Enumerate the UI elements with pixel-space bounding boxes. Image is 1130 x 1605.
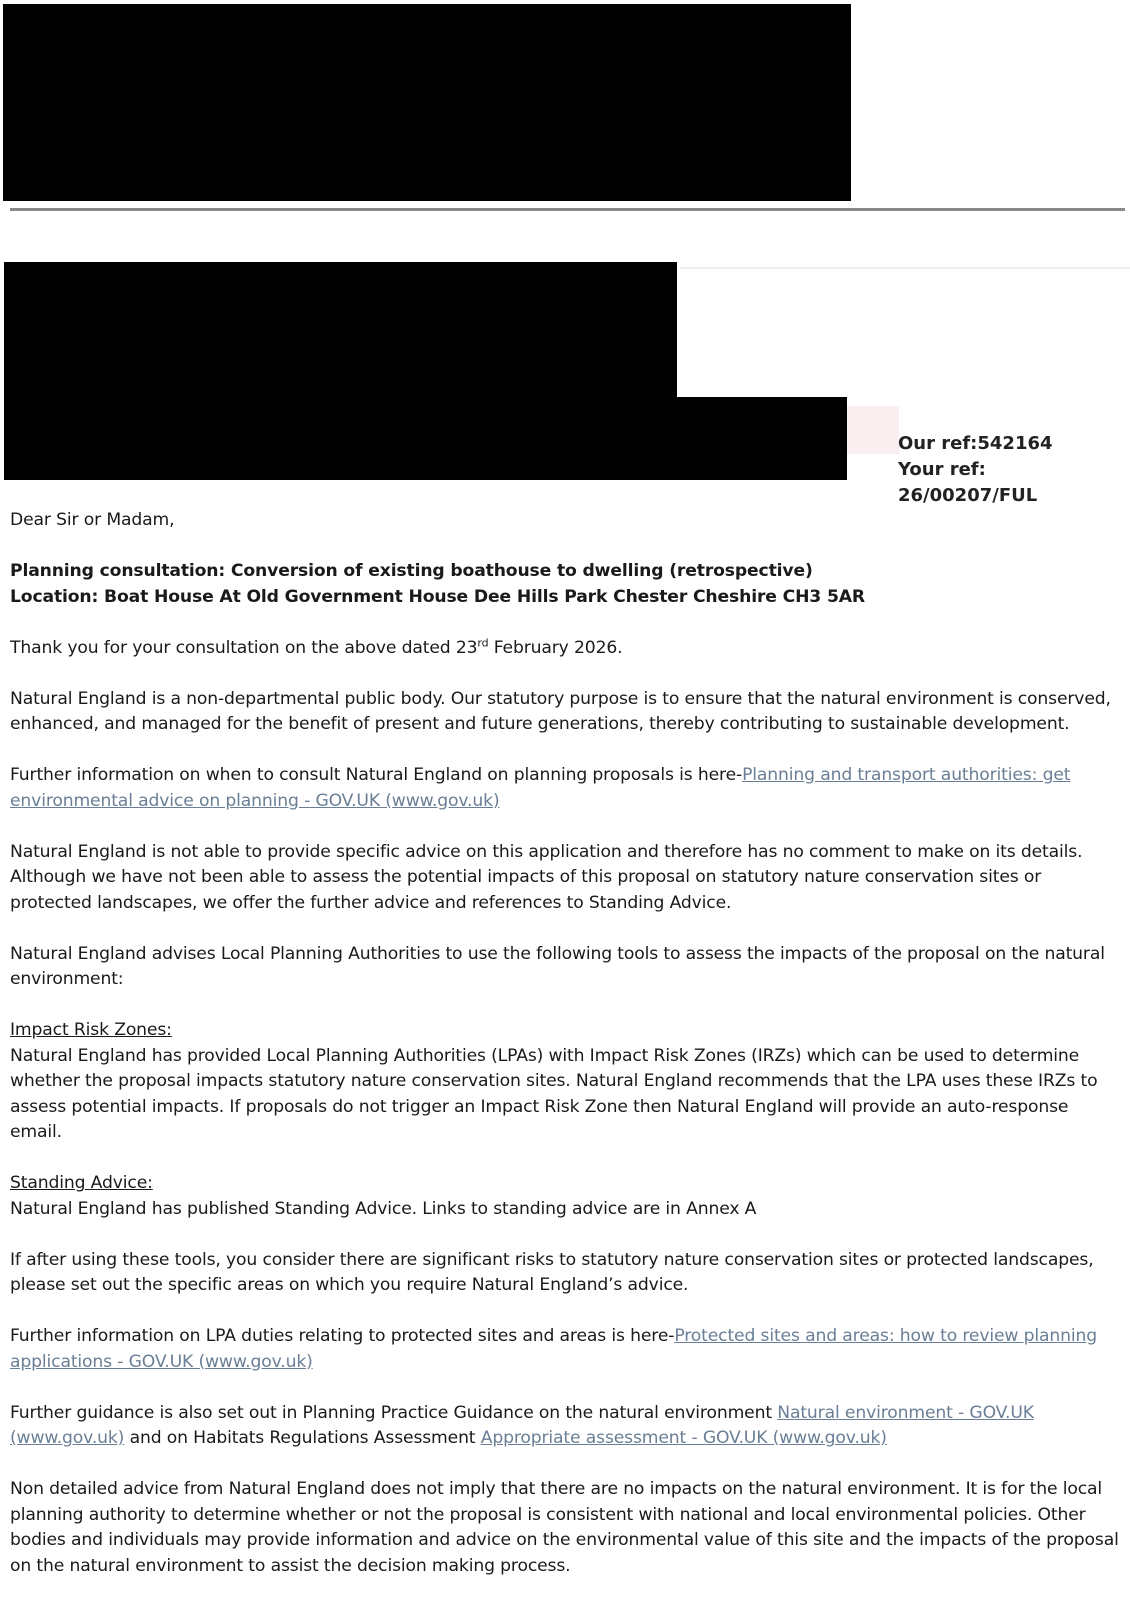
- lpa-duties-paragraph: Further information on LPA duties relating to protected sites and areas is here-Protected sites and areas: how to review planning applications - GOV.UK (www.gov.uk): [10, 1326, 1098, 1372]
- standing-advice-text: Natural England has published Standing Advice. Links to standing advice are in Annex A: [10, 1198, 757, 1219]
- irz-section: [10, 1018, 1125, 1146]
- subject-line: Planning consultation: Conversion of existing boathouse to dwelling (retrospective): [10, 561, 813, 581]
- unable-advice-paragraph: Natural England is not able to provide specific advice on this application and therefore has no comment to make on its details. Although we have not been able to assess the potential impacts of this proposal on statutory nature conservation sites or protected landscapes, we offer the further advice and references to Standing Advice.: [10, 841, 1083, 913]
- irz-text: Natural England has provided Local Planning Authorities (LPAs) with Impact Risk Zones (IRZs) which can be used to determine whether the proposal impacts statutory nature conservation sites. Natural England recommends that the LPA uses these IRZs to assess potential impacts. If proposals do not trigger an Impact Risk Zone then Natural England will provide an auto-response email.: [10, 1045, 1098, 1142]
- highlight-mark: [847, 406, 899, 454]
- thanks-paragraph: Thank you for your consultation on the above dated 23rd February 2026.: [10, 635, 623, 658]
- risks-paragraph: If after using these tools, you consider there are significant risks to statutory nature conservation sites or protected landscapes, please set out the specific areas on which you require Natural England’s advice.: [10, 1249, 1094, 1295]
- reference-block: [898, 431, 1130, 509]
- letter-body: [10, 508, 1125, 1605]
- subject-block: [10, 559, 1125, 610]
- location-line: Location: Boat House At Old Government House Dee Hills Park Chester Cheshire CH3 5AR: [10, 586, 865, 607]
- your-ref: Your ref: 26/00207/FUL: [898, 459, 1038, 506]
- natural-environment-link[interactable]: Natural environment - GOV.UK (www.gov.uk): [10, 1402, 1034, 1448]
- statutory-purpose-paragraph: Natural England is a non-departmental public body. Our statutory purpose is to ensure that the natural environment is conserved, enhanced, and managed for the benefit of present and future generations, thereby contributing to sustainable development.: [10, 688, 1111, 734]
- non-detailed-advice-paragraph: Non detailed advice from Natural England does not imply that there are no impacts on the natural environment. It is for the local planning authority to determine whether or not the proposal is consistent with national and local environmental policies. Other bodies and individuals may provide information and advice on the environmental value of this site and the impacts of the proposal on the natural environment to assist the decision making process.: [10, 1479, 1119, 1576]
- redacted-letterhead: [3, 4, 851, 201]
- further-info-paragraph: Further information on when to consult Natural England on planning proposals is here-Planning and transport authorities: get environmental advice on planning - GOV.UK (www.gov.uk): [10, 765, 1071, 811]
- standing-advice-heading: Standing Advice:: [10, 1173, 153, 1193]
- light-divider: [680, 267, 1130, 269]
- header-divider: [10, 208, 1125, 211]
- protected-sites-link[interactable]: Protected sites and areas: how to review planning applications - GOV.UK (www.gov.uk): [10, 1326, 1098, 1372]
- guidance-paragraph: Further guidance is also set out in Planning Practice Guidance on the natural environment Natural environment - GOV.UK (www.gov.uk) and on Habitats Regulations Assessment Appropriate assessment - GOV.UK (www.gov.uk): [10, 1402, 1034, 1448]
- appropriate-assessment-link[interactable]: Appropriate assessment - GOV.UK (www.gov.uk): [480, 1428, 887, 1448]
- planning-advice-link[interactable]: Planning and transport authorities: get environmental advice on planning - GOV.UK (www.gov.uk): [10, 765, 1071, 811]
- salutation: Dear Sir or Madam,: [10, 510, 175, 530]
- redacted-recipient-block: [4, 397, 847, 480]
- redacted-address-block: [4, 262, 677, 398]
- standing-advice-section: [10, 1171, 1125, 1222]
- our-ref: Our ref:542164: [898, 433, 1053, 454]
- irz-heading: Impact Risk Zones:: [10, 1020, 172, 1040]
- tools-paragraph: Natural England advises Local Planning Authorities to use the following tools to assess the impacts of the proposal on the natural environment:: [10, 943, 1105, 989]
